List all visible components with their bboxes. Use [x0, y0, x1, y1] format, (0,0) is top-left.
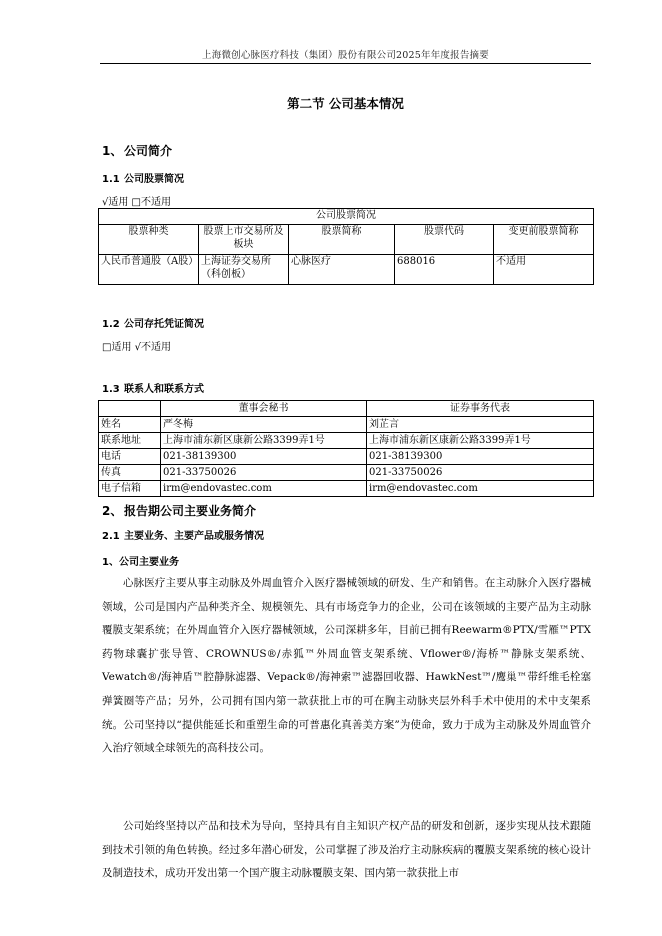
- heading-company-profile: [102, 142, 172, 159]
- section-title: 第二节 公司基本情况: [287, 96, 404, 111]
- header-rule: [100, 63, 591, 64]
- table-header-row: [99, 225, 594, 255]
- table-cell: irm@endovastec.com: [161, 481, 367, 497]
- contacts-table: [98, 400, 594, 497]
- table-cell: 电话: [99, 449, 161, 465]
- table-row: [99, 417, 594, 433]
- heading-text: 主要业务、主要产品或服务情况: [124, 531, 264, 542]
- heading-number: 2、: [102, 504, 123, 518]
- heading-number: 1.1: [102, 174, 120, 185]
- table-cell: 上海市浦东新区康新公路3399弄1号: [161, 433, 367, 449]
- page-header-title: 上海微创心脉医疗科技（集团）股份有限公司2025年年度报告摘要: [202, 50, 489, 61]
- table-row: [99, 433, 594, 449]
- table-row: [99, 481, 594, 497]
- table-cell: 心脉医疗: [289, 255, 395, 285]
- heading-text: 报告期公司主要业务简介: [124, 504, 257, 518]
- table-cell: irm@endovastec.com: [367, 481, 594, 497]
- table-cell: 严冬梅: [161, 417, 367, 433]
- table-cell: 传真: [99, 465, 161, 481]
- heading-number: 2.1: [102, 531, 120, 542]
- table-header-row: [99, 401, 594, 417]
- table-cell: 688016: [395, 255, 494, 285]
- table-cell: 人民币普通股（A股）: [99, 255, 199, 285]
- heading-number: 1、: [102, 144, 123, 158]
- table-cell: 021-33750026: [161, 465, 367, 481]
- heading-company-main-business: 1、公司主要业务: [102, 557, 179, 568]
- heading-text: 公司简介: [124, 144, 173, 158]
- heading-text: 公司股票简况: [124, 174, 184, 185]
- table-caption: 公司股票简况: [99, 209, 594, 225]
- table-header-cell: 股票简称: [289, 225, 395, 255]
- table-header-cell: 股票代码: [395, 225, 494, 255]
- heading-main-business: [102, 527, 264, 542]
- table-cell: 刘芷言: [367, 417, 594, 433]
- table-header-cell: 变更前股票简称: [494, 225, 594, 255]
- stock-overview-table: [98, 208, 594, 285]
- heading-business-overview: [102, 502, 256, 519]
- applicability-option-stock: √适用 □不适用: [102, 197, 171, 208]
- table-cell: 021-38139300: [161, 449, 367, 465]
- heading-number: 1.3: [102, 384, 120, 395]
- table-header-cell: 证券事务代表: [367, 401, 594, 417]
- table-header-cell: 股票种类: [99, 225, 199, 255]
- table-cell: 021-38139300: [367, 449, 594, 465]
- table-cell: 电子信箱: [99, 481, 161, 497]
- table-cell: 姓名: [99, 417, 161, 433]
- applicability-option-depositary: □适用 √不适用: [102, 342, 171, 353]
- heading-depositary-receipts: [102, 315, 204, 330]
- heading-number: 1.2: [102, 319, 120, 330]
- table-row: [99, 465, 594, 481]
- body-paragraph: 心脉医疗主要从事主动脉及外周血管介入医疗器械领域的研发、生产和销售。在主动脉介入医疗器械领域，公司是国内产品种类齐全、规模领先、具有市场竞争力的企业，公司在该领域的主要产品为主动脉覆膜支架系统；在外周血管介入医疗器械领域，公司深耕多年，目前已拥有Reewarm®PTX/雪雁™PTX药物球囊扩张导管、CROWNUS®/赤狐™外周血管支架系统、Vflower®/海桥™静脉支架系统、Vewatch®/海神盾™腔静脉滤器、Vepack®/海神索™滤器回收器、HawkNest™/鹰巢™带纤维毛栓塞弹簧圈等产品；另外，公司拥有国内第一款获批上市的可在胸主动脉夹层外科手术中使用的术中支架系统。公司坚持以“提供能延长和重塑生命的可普惠化真善美方案”为使命，致力于成为主动脉及外周血管介入治疗领域全球领先的高科技公司。: [102, 577, 591, 755]
- table-cell: 021-33750026: [367, 465, 594, 481]
- heading-text: 公司存托凭证简况: [124, 319, 204, 330]
- table-row: [99, 255, 594, 285]
- body-paragraph: 公司始终坚持以产品和技术为导向，坚持具有自主知识产权产品的研发和创新，逐步实现从技术跟随到技术引领的角色转换。经过多年潜心研发，公司掌握了涉及治疗主动脉疾病的覆膜支架系统的核心设计及制造技术，成功开发出第一个国产腹主动脉覆膜支架、国内第一款获批上市: [102, 820, 591, 880]
- table-cell: 上海市浦东新区康新公路3399弄1号: [367, 433, 594, 449]
- heading-stock-overview: [102, 170, 184, 185]
- table-cell: 联系地址: [99, 433, 161, 449]
- table-header-cell: 董事会秘书: [161, 401, 367, 417]
- heading-text: 联系人和联系方式: [124, 384, 204, 395]
- table-header-cell: 股票上市交易所及板块: [199, 225, 289, 255]
- table-header-cell: [99, 401, 161, 417]
- table-row: [99, 449, 594, 465]
- table-cell: 上海证券交易所（科创板）: [199, 255, 289, 285]
- heading-contacts: [102, 380, 204, 395]
- table-cell: 不适用: [494, 255, 594, 285]
